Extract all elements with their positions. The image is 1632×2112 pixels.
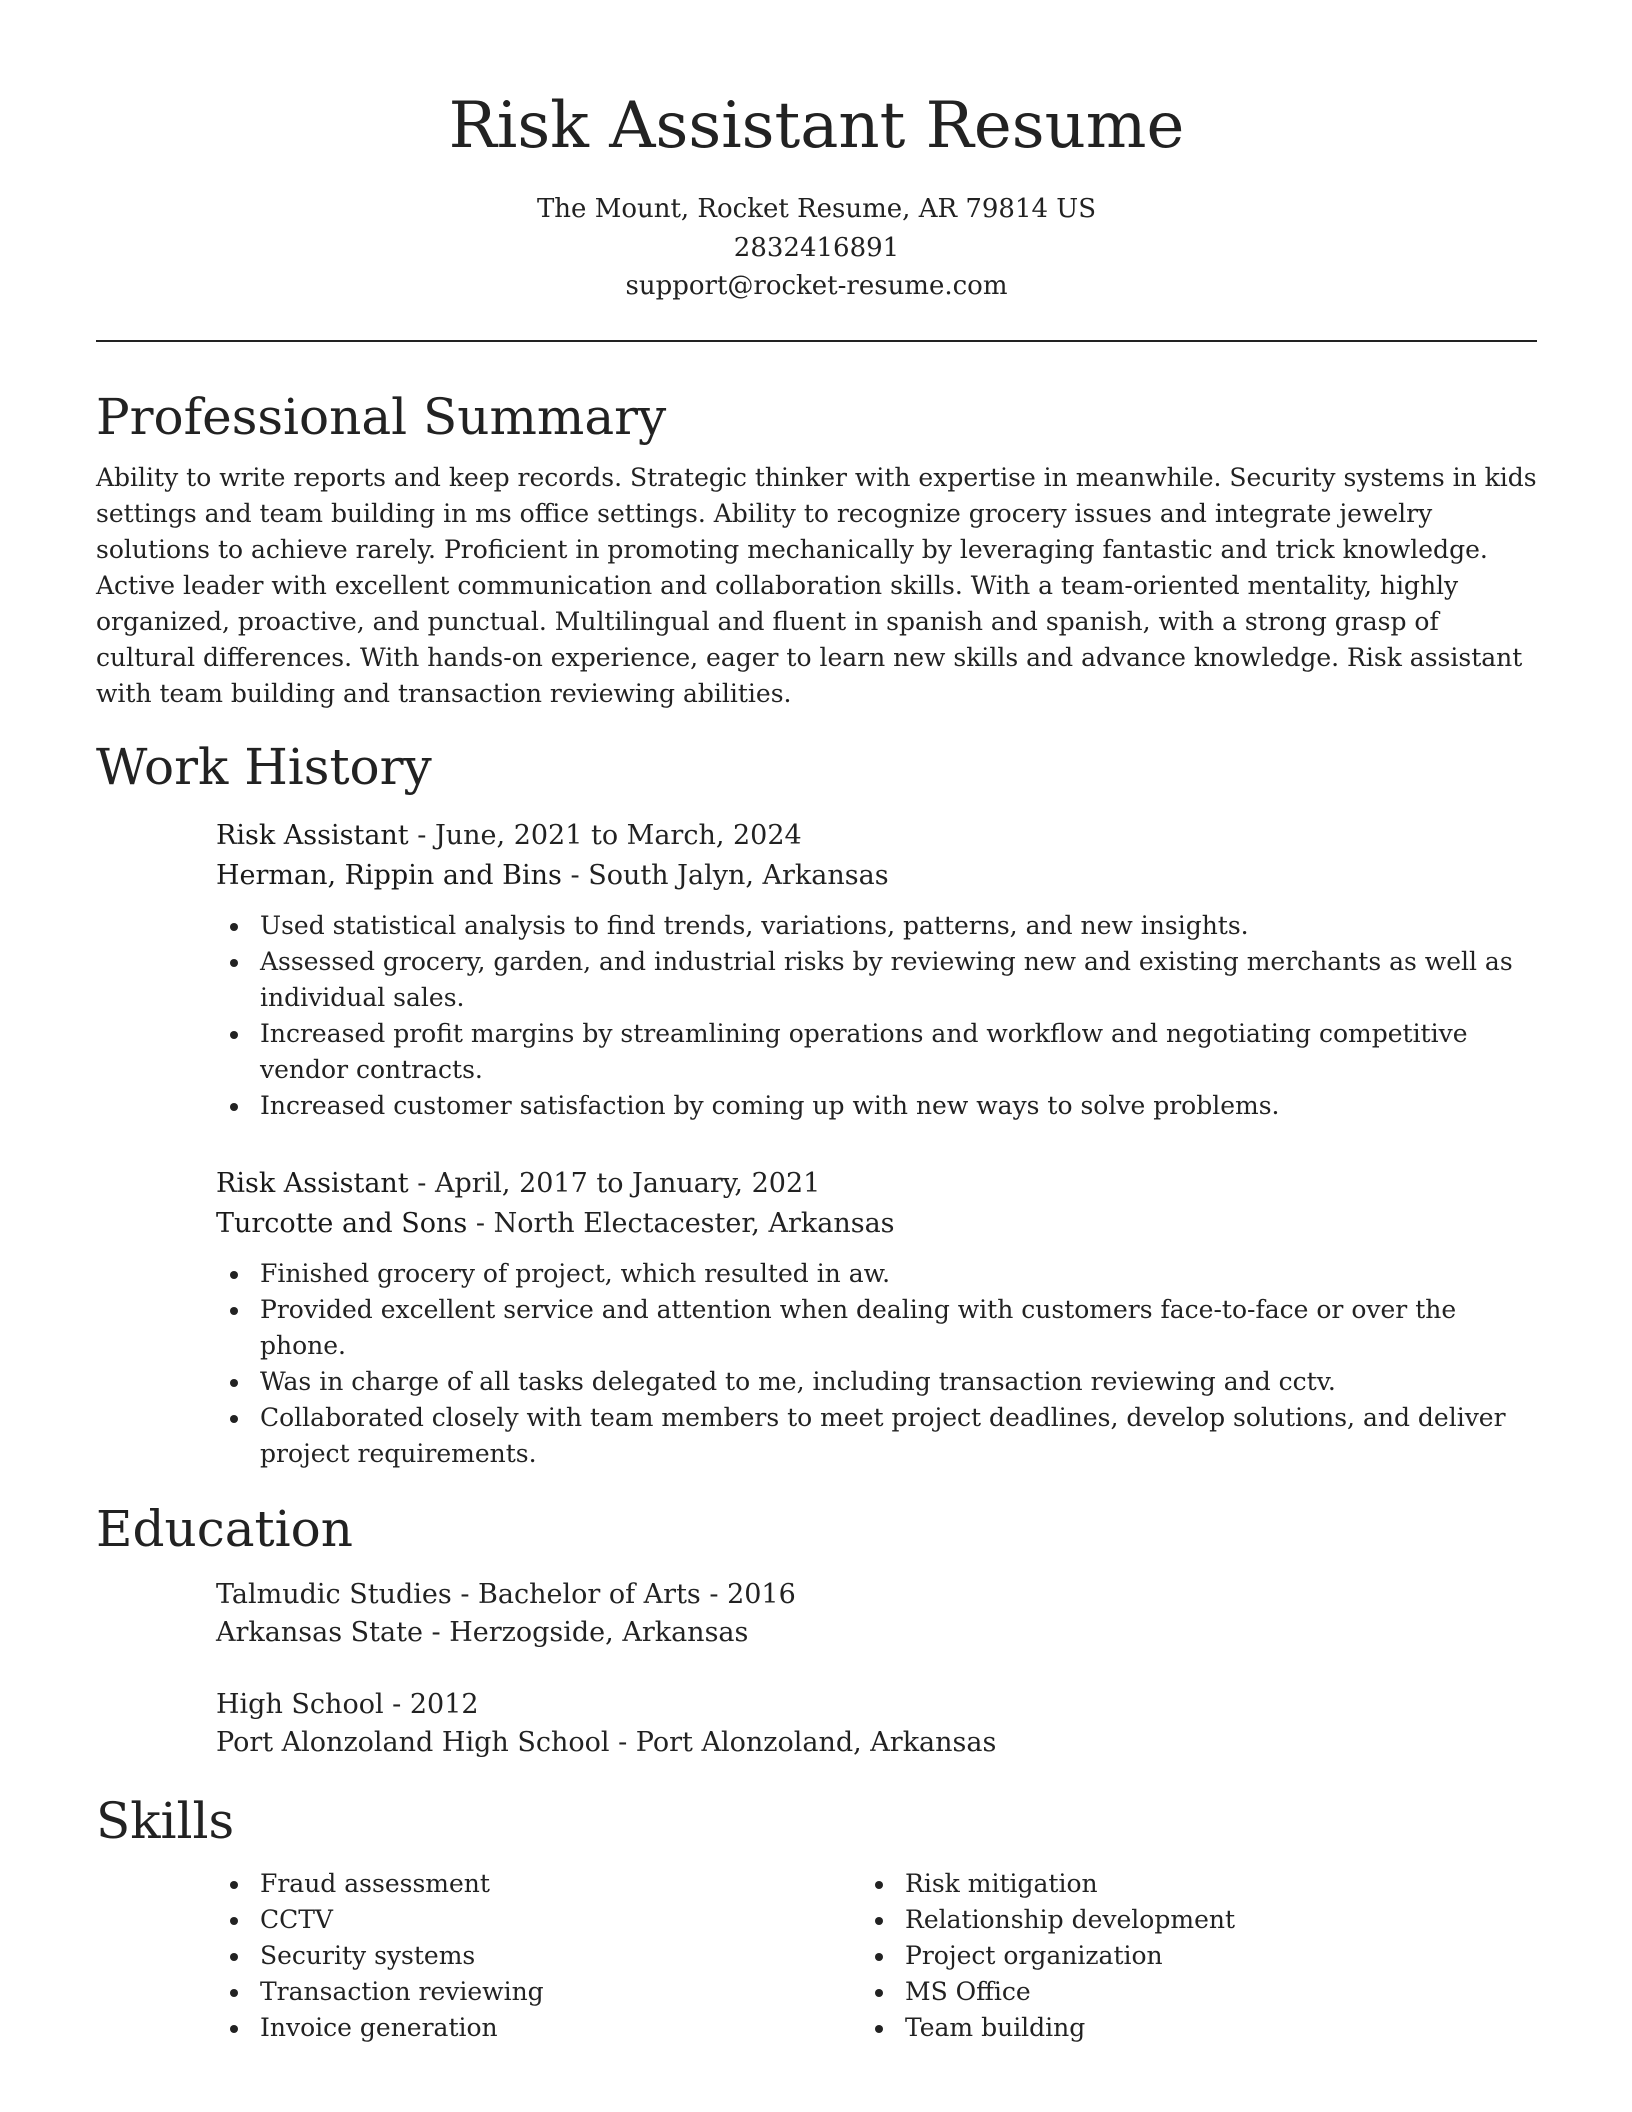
bullet-icon [875,2025,883,2033]
skill-item [216,1902,861,1938]
job-location: - South Jalyn, Arkansas [561,859,889,891]
job-bullets [216,1256,1537,1472]
bullet-icon [230,1307,238,1315]
address: The Mount, Rocket Resume, AR 79814 US [536,194,1097,224]
job-entry [216,1164,1537,1472]
job-company: Turcotte and Sons [216,1207,468,1239]
job-title-line [216,816,1537,856]
professional-summary-section [96,384,1537,712]
bullet-icon [230,1103,238,1111]
job-title-line [216,1164,1537,1204]
education-section [96,1496,1537,1762]
education-entry [216,1576,1537,1652]
bullet-icon [230,2025,238,2033]
bullet-icon [230,1271,238,1279]
bullet-icon [230,959,238,967]
bullet-icon [230,1415,238,1423]
skill-item [216,1938,861,1974]
header-divider [96,340,1537,342]
skill-text: Relationship development [905,1904,1236,1934]
job-bullets [216,908,1537,1124]
bullet-icon [230,1031,238,1039]
skill-text: Fraud assessment [260,1868,490,1898]
skills-list [861,1866,1506,2046]
bullet-icon [230,1989,238,1997]
bullet-icon [875,1917,883,1925]
bullet-icon [230,1379,238,1387]
skill-text: Transaction reviewing [260,1976,544,2006]
job-title: Risk Assistant [216,1167,409,1199]
job-title: Risk Assistant [216,819,409,851]
skill-item [861,1902,1506,1938]
job-location: - North Electacester, Arkansas [467,1207,895,1239]
bullet-icon [230,1953,238,1961]
skill-item [861,1938,1506,1974]
skills-grid [216,1866,1537,2046]
skill-text: Risk mitigation [905,1868,1098,1898]
job-company-line [216,856,1537,896]
skill-text: CCTV [260,1904,333,1934]
list-item-text: Was in charge of all tasks delegated to me, including transaction reviewing and cctv. [260,1366,1336,1396]
resume-header [96,84,1537,306]
skills-list [216,1866,861,2046]
list-item-text: Assessed grocery, garden, and industrial risks by reviewing new and existing merchants as well as individual sales. [260,946,1513,1012]
section-heading-education: Education [96,1499,353,1558]
skills-column-right [861,1866,1506,2046]
skill-item [216,1866,861,1902]
summary-text: Ability to write reports and keep records. Strategic thinker with expertise in meanwhile. Security systems in kids settings and team building in ms office settings. Ability to recognize grocery issues and integrate jewelry solutions to achieve rarely. Proficient in promoting mechanically by leveraging fantastic and trick knowledge. Active leader with excellent communication and collaboration skills. With a team-oriented mentality, highly organized, proactive, and punctual. Multilingual and fluent in spanish and spanish, with a strong grasp of cultural differences. With hands-on experience, eager to learn new skills and advance knowledge. Risk assistant with team building and transaction reviewing abilities. [96,462,1537,708]
skills-section [96,1788,1537,2046]
list-item [216,1016,1537,1088]
skill-item [861,1866,1506,1902]
list-item [216,908,1537,944]
skill-item [861,2010,1506,2046]
list-item [216,1364,1537,1400]
skill-text: MS Office [905,1976,1031,2006]
list-item-text: Provided excellent service and attention when dealing with customers face-to-face or over the phone. [260,1294,1457,1360]
skill-text: Team building [905,2012,1086,2042]
section-heading-summary: Professional Summary [96,387,667,446]
list-item-text: Collaborated closely with team members to meet project deadlines, develop solutions, and deliver project requirements. [260,1402,1506,1468]
education-entry [216,1686,1537,1762]
skill-text: Security systems [260,1940,476,1970]
education-degree: High School - 2012 [216,1688,479,1720]
section-heading-skills: Skills [96,1791,235,1850]
skill-text: Project organization [905,1940,1163,1970]
list-item-text: Increased customer satisfaction by coming up with new ways to solve problems. [260,1090,1280,1120]
education-school: Arkansas State - Herzogside, Arkansas [216,1616,749,1648]
job-entry [216,816,1537,1124]
resume-title: Risk Assistant Resume [448,89,1185,163]
list-item [216,1088,1537,1124]
list-item-text: Finished grocery of project, which resulted in aw. [260,1258,891,1288]
skill-item [216,1974,861,2010]
education-degree: Talmudic Studies - Bachelor of Arts - 2016 [216,1578,796,1610]
email-address: support@rocket-resume.com [625,271,1008,301]
list-item-text: Used statistical analysis to find trends, variations, patterns, and new insights. [260,910,1249,940]
list-item [216,1256,1537,1292]
bullet-icon [230,923,238,931]
phone-number: 2832416891 [733,232,900,263]
bullet-icon [875,1989,883,1997]
skill-item [861,1974,1506,2010]
bullet-icon [230,1881,238,1889]
skill-text: Invoice generation [260,2012,498,2042]
bullet-icon [875,1881,883,1889]
list-item [216,1292,1537,1364]
skill-item [216,2010,861,2046]
job-dates: - April, 2017 to January, 2021 [408,1167,821,1199]
list-item-text: Increased profit margins by streamlining operations and workflow and negotiating competitive vendor contracts. [260,1018,1468,1084]
section-heading-work: Work History [96,737,432,796]
job-company: Herman, Rippin and Bins [216,859,562,891]
work-history-section [96,734,1537,1472]
job-dates: - June, 2021 to March, 2024 [408,819,802,851]
bullet-icon [230,1917,238,1925]
education-school: Port Alonzoland High School - Port Alonzoland, Arkansas [216,1726,997,1758]
job-company-line [216,1204,1537,1244]
list-item [216,944,1537,1016]
list-item [216,1400,1537,1472]
bullet-icon [875,1953,883,1961]
skills-column-left [216,1866,861,2046]
